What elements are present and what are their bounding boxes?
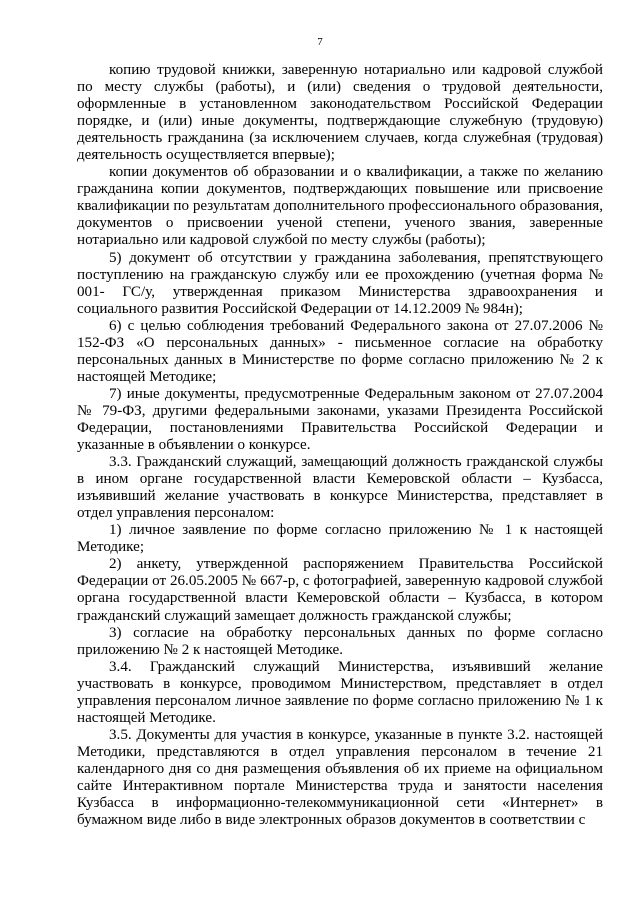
paragraph-consent: 3) согласие на обработку персональных данных по форме согласно приложению № 2 к настоящей Методике. — [77, 624, 603, 658]
paragraph-medical-certificate: 5) документ об отсутствии у гражданина заболевания, препятствующего поступлению на гражданскую службу или ее прохождению (учетная форма № 001- ГС/у, утвержденная приказом Министерства здравоохранения и социального развития Российской Федерации от 14.12.2009 № 984н); — [77, 249, 603, 317]
paragraph-personal-data-consent: 6) с целью соблюдения требований Федерального закона от 27.07.2006 № 152-ФЗ «О персональных данных» - письменное согласие на обработку персональных данных в Министерстве по форме согласно приложению № 2 к настоящей Методике; — [77, 317, 603, 385]
paragraph-other-documents: 7) иные документы, предусмотренные Федеральным законом от 27.07.2004 № 79-ФЗ, другими федеральными законами, указами Президента Российской Федерации, постановлениями Правительства Российской Федерации и указанные в объявлении о конкурсе. — [77, 385, 603, 454]
paragraph-work-record-copy: копию трудовой книжки, заверенную нотариально или кадровой службой по месту службы (работы), и (или) сведения о трудовой деятельности, оформленные в установленном законодательством Российской Федерации порядке, и (или) иные документы, подтверждающие служебную (трудовую) деятельность гражданина (за исключением случаев, когда служебная (трудовая) деятельность осуществляется впервые); — [77, 62, 603, 164]
paragraph-education-documents: копии документов об образовании и о квалификации, а также по желанию гражданина копии документов, подтверждающих повышение или присвоение квалификации по результатам дополнительного профессионального образования, документов о присвоении ученой степени, ученого звания, заверенные нотариально или кадровой службой по месту службы (работы); — [77, 164, 603, 249]
paragraph-section-3-5: 3.5. Документы для участия в конкурсе, указанные в пункте 3.2. настоящей Методики, представляются в отдел управления персоналом в течение 21 календарного дня со дня размещения объявления об их приеме на официальном сайте Интерактивном портале Министерства труда и занятости населения Кузбасса в информационно-телекоммуникационной сети «Интернет» в бумажном виде либо в виде электронных образов документов в соответствии с — [77, 726, 603, 829]
document-body — [77, 62, 603, 829]
paragraph-section-3-4: 3.4. Гражданский служащий Министерства, изъявивший желание участвовать в конкурсе, проводимом Министерством, представляет в отдел управления персоналом личное заявление по форме согласно приложению № 1 к настоящей Методике. — [77, 658, 603, 726]
paragraph-section-3-3: 3.3. Гражданский служащий, замещающий должность гражданской службы в ином органе государственной власти Кемеровской области – Кузбасса, изъявивший желание участвовать в конкурсе Министерства, представляет в отдел управления персоналом: — [77, 454, 603, 522]
paragraph-personal-statement: 1) личное заявление по форме согласно приложению № 1 к настоящей Методике; — [77, 522, 603, 556]
page-number: 7 — [317, 36, 323, 48]
paragraph-questionnaire: 2) анкету, утвержденной распоряжением Правительства Российской Федерации от 26.05.2005 № 667-р, с фотографией, заверенную кадровой службой органа государственной власти Кемеровской области – Кузбасса, в котором гражданский служащий замещает должность гражданской службы; — [77, 556, 603, 624]
